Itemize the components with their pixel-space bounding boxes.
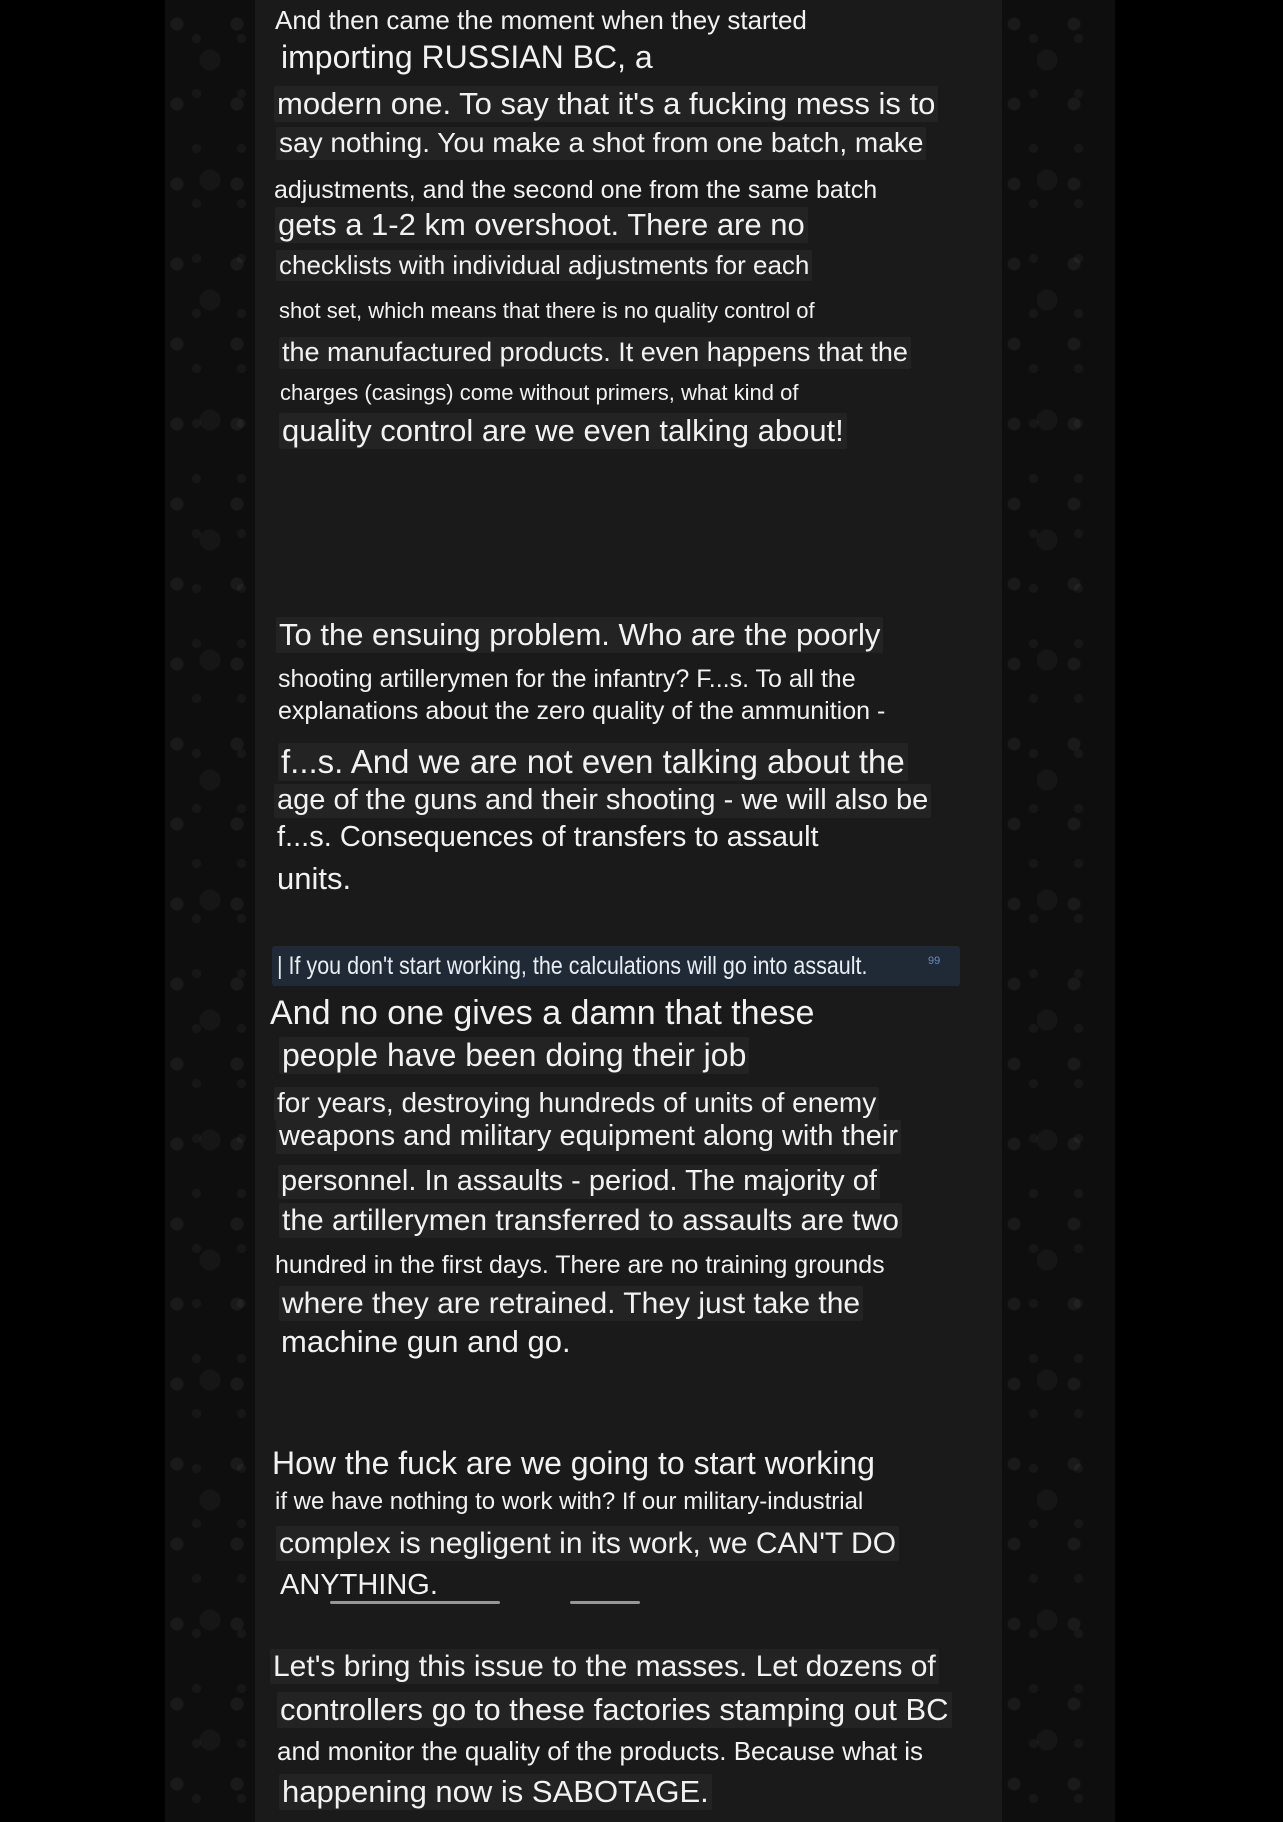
message-line: complex is negligent in its work, we CAN'T DO <box>276 1526 899 1561</box>
message-line: shooting artillerymen for the infantry? F...s. To all the <box>278 665 856 693</box>
message-line: Let's bring this issue to the masses. Let dozens of <box>270 1649 939 1684</box>
message-line: say nothing. You make a shot from one batch, make <box>276 127 926 160</box>
message-line: the manufactured products. It even happens that the <box>279 337 911 369</box>
message-line: machine gun and go. <box>281 1324 571 1359</box>
message-line: shot set, which means that there is no quality control of <box>279 298 815 323</box>
message-line: age of the guns and their shooting - we will also be <box>274 784 931 818</box>
message-line: ANYTHING. <box>280 1569 438 1601</box>
message-line: f...s. Consequences of transfers to assault <box>277 821 819 853</box>
message-line: units. <box>277 861 352 896</box>
message-line: and monitor the quality of the products. Because what is <box>277 1736 924 1766</box>
message-line: quality control are we even talking about! <box>279 413 847 449</box>
message-line: controllers go to these factories stamping out BC <box>277 1692 952 1728</box>
message-line: importing RUSSIAN BC, a <box>281 39 653 75</box>
doodle-pattern-left <box>165 0 255 1822</box>
message-line: gets a 1-2 km overshoot. There are no <box>275 207 808 243</box>
message-line: where they are retrained. They just take the <box>279 1286 863 1321</box>
message-line: adjustments, and the second one from the same batch <box>274 176 878 204</box>
message-line: happening now is SABOTAGE. <box>279 1774 712 1810</box>
message-line: personnel. In assaults - period. The majority of <box>278 1165 880 1199</box>
message-line: charges (casings) come without primers, what kind of <box>280 380 799 405</box>
message-line: How the fuck are we going to start working <box>272 1445 875 1481</box>
message-line: And no one gives a damn that these <box>270 994 815 1032</box>
message-line: weapons and military equipment along with their <box>276 1120 901 1154</box>
message-line: f...s. And we are not even talking about the <box>278 743 908 781</box>
message-line: modern one. To say that it's a fucking mess is to <box>274 86 938 122</box>
message-line: checklists with individual adjustments for each <box>276 250 812 281</box>
quote-text: | If you don't start working, the calculations will go into assault. <box>277 952 868 980</box>
quote-icon: 99 <box>928 955 941 967</box>
message-line: people have been doing their job <box>279 1037 749 1074</box>
message-line: hundred in the first days. There are no training grounds <box>275 1251 885 1279</box>
message-line: And then came the moment when they started <box>275 5 807 35</box>
doodle-pattern-right <box>1002 0 1115 1822</box>
message-line: To the ensuing problem. Who are the poorly <box>276 617 883 653</box>
message-line: for years, destroying hundreds of units of enemy <box>274 1087 879 1120</box>
message-line: explanations about the zero quality of the ammunition - <box>278 697 886 725</box>
message-line: the artillerymen transferred to assaults are two <box>279 1203 902 1238</box>
underline-mark <box>570 1601 640 1604</box>
message-line: if we have nothing to work with? If our military-industrial <box>275 1488 864 1515</box>
underline-mark <box>330 1601 500 1604</box>
